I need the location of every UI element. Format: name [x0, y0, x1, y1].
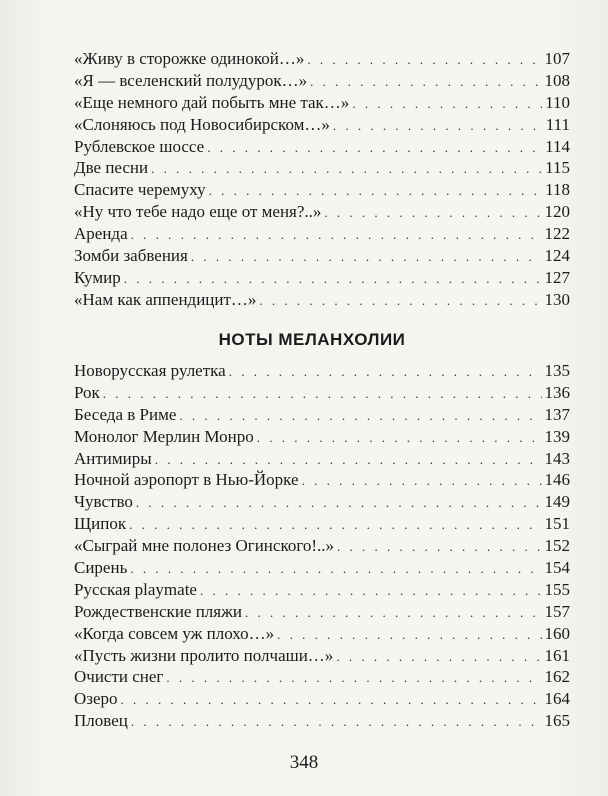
- toc-entry-title: «Сыграй мне полонез Огинского!..»: [74, 536, 335, 556]
- dot-leader: [302, 470, 542, 492]
- toc-entry: [74, 223, 570, 245]
- toc-entry-page: 157: [544, 601, 570, 621]
- toc-entry-title: «Слоняюсь под Новосибирском…»: [74, 114, 330, 134]
- toc-entry: [74, 513, 570, 535]
- dot-leader: [245, 602, 542, 624]
- toc-entry-title: Озеро: [74, 689, 118, 709]
- toc-entry-page: 165: [544, 711, 570, 731]
- toc-entry-page: 110: [545, 92, 570, 112]
- toc-entry-title: Сирень: [74, 558, 128, 578]
- toc-list-first: [74, 48, 570, 311]
- toc-entry-page: 122: [544, 224, 570, 244]
- toc-entry: [74, 535, 570, 557]
- dot-leader: [209, 180, 543, 202]
- toc-entry-page: 130: [544, 289, 570, 309]
- toc-entry: [74, 491, 570, 513]
- toc-entry-title: Две песни: [74, 158, 149, 178]
- toc-entry: [74, 710, 570, 732]
- toc-entry: [74, 382, 570, 404]
- toc-entry-title: Новорусская рулетка: [74, 361, 226, 380]
- toc-entry: [74, 289, 570, 311]
- toc-entry-title: «Нам как аппендицит…»: [74, 289, 257, 309]
- toc-entry-page: 155: [544, 579, 570, 599]
- toc-entry: [74, 469, 570, 491]
- toc-entry-page: 114: [545, 136, 570, 156]
- toc-entry-title: Беседа в Риме: [74, 404, 177, 424]
- toc-entry-page: 124: [544, 246, 570, 266]
- toc-entry: [74, 245, 570, 267]
- toc-entry-title: Аренда: [74, 224, 128, 244]
- toc-entry: [74, 601, 570, 623]
- toc-entry: [74, 48, 570, 70]
- dot-leader: [324, 202, 541, 224]
- toc-entry-title: «Я — вселенский полудурок…»: [74, 70, 308, 90]
- page-number: 348: [289, 752, 319, 773]
- toc-entry-title: Русская playmate: [74, 579, 197, 599]
- dot-leader: [130, 558, 541, 580]
- toc-entry-title: Спасите черемуху: [74, 180, 206, 200]
- toc-entry: [74, 404, 570, 426]
- toc-entry-title: Рублевское шоссе: [74, 136, 205, 156]
- toc-entry: [74, 666, 570, 688]
- toc-entry-title: «Пусть жизни пролито полчаши…»: [74, 645, 334, 665]
- toc-entry-title: Рок: [74, 382, 100, 402]
- toc-entry-title: Зомби забвения: [74, 246, 188, 266]
- toc-entry-title: Очисти снег: [74, 667, 164, 687]
- toc-entry-page: 108: [544, 70, 570, 90]
- toc-entry: [74, 360, 570, 382]
- toc-entry-page: 162: [544, 667, 570, 687]
- toc-entry: [74, 267, 570, 289]
- dot-leader: [131, 224, 542, 246]
- dot-leader: [136, 492, 542, 514]
- toc-entry-title: Рождественские пляжи: [74, 601, 242, 621]
- toc-entry: [74, 92, 570, 114]
- dot-leader: [229, 361, 542, 383]
- toc-entry-page: 111: [545, 114, 570, 134]
- toc-entry-title: «Еще немного дай побыть мне так…»: [74, 92, 350, 112]
- dot-leader: [200, 580, 542, 602]
- toc-entry-page: 136: [544, 382, 570, 402]
- toc-entry-page: 139: [544, 426, 570, 446]
- dot-leader: [151, 158, 542, 180]
- toc-entry-title: Пловец: [74, 711, 128, 731]
- dot-leader: [191, 246, 542, 268]
- dot-leader: [121, 689, 542, 711]
- dot-leader: [333, 115, 543, 137]
- toc-entry: [74, 645, 570, 667]
- dot-leader: [307, 49, 541, 71]
- toc-entry: [74, 557, 570, 579]
- toc-entry: [74, 157, 570, 179]
- dot-leader: [129, 514, 541, 536]
- toc-entry-page: 152: [544, 536, 570, 556]
- toc-entry-page: 118: [545, 180, 570, 200]
- dot-leader: [155, 449, 542, 471]
- toc-entry-title: «Когда совсем уж плохо…»: [74, 623, 275, 643]
- toc-entry: [74, 201, 570, 223]
- toc-entry: [74, 448, 570, 470]
- toc-list-second: [74, 360, 570, 732]
- toc-entry-page: 115: [545, 158, 570, 178]
- toc-entry-title: Антимиры: [74, 448, 152, 468]
- toc-entry-title: «Живу в сторожке одинокой…»: [74, 49, 305, 68]
- toc-entry-page: 151: [544, 514, 570, 534]
- toc-entry-page: 161: [544, 645, 570, 665]
- toc-entry: [74, 688, 570, 710]
- toc-entry-page: 127: [544, 267, 570, 287]
- toc-entry: [74, 426, 570, 448]
- dot-leader: [336, 646, 541, 668]
- dot-leader: [131, 711, 542, 733]
- toc-entry-page: 137: [544, 404, 570, 424]
- toc-entry-page: 160: [544, 623, 570, 643]
- toc-entry: [74, 70, 570, 92]
- toc-entry-title: «Ну что тебе надо еще от меня?..»: [74, 202, 322, 222]
- dot-leader: [124, 268, 542, 290]
- toc-entry-page: 143: [544, 448, 570, 468]
- dot-leader: [352, 93, 542, 115]
- dot-leader: [207, 137, 542, 159]
- toc-entry: [74, 136, 570, 158]
- toc-entry: [74, 579, 570, 601]
- dot-leader: [310, 71, 541, 93]
- dot-leader: [179, 405, 541, 427]
- toc-entry-title: Щипок: [74, 514, 127, 534]
- dot-leader: [259, 290, 541, 312]
- dot-leader: [337, 536, 541, 558]
- dot-leader: [166, 667, 541, 689]
- toc-entry-page: 146: [544, 470, 570, 490]
- toc-entry-page: 164: [544, 689, 570, 709]
- toc-entry-title: Ночной аэропорт в Нью-Йорке: [74, 470, 299, 490]
- section-heading: НОТЫ МЕЛАНХОЛИИ: [218, 330, 406, 349]
- toc-entry-page: 120: [544, 202, 570, 222]
- toc-entry: [74, 623, 570, 645]
- dot-leader: [103, 383, 542, 405]
- toc-entry-title: Кумир: [74, 267, 121, 287]
- toc-entry-page: 154: [544, 558, 570, 578]
- toc-entry-page: 107: [544, 49, 570, 68]
- toc-entry-title: Монолог Мерлин Монро: [74, 426, 254, 446]
- toc-entry-page: 149: [544, 492, 570, 512]
- toc-entry-title: Чувство: [74, 492, 133, 512]
- dot-leader: [277, 624, 541, 646]
- toc-entry: [74, 179, 570, 201]
- toc-entry: [74, 114, 570, 136]
- dot-leader: [257, 427, 542, 449]
- toc-entry-page: 135: [544, 361, 570, 380]
